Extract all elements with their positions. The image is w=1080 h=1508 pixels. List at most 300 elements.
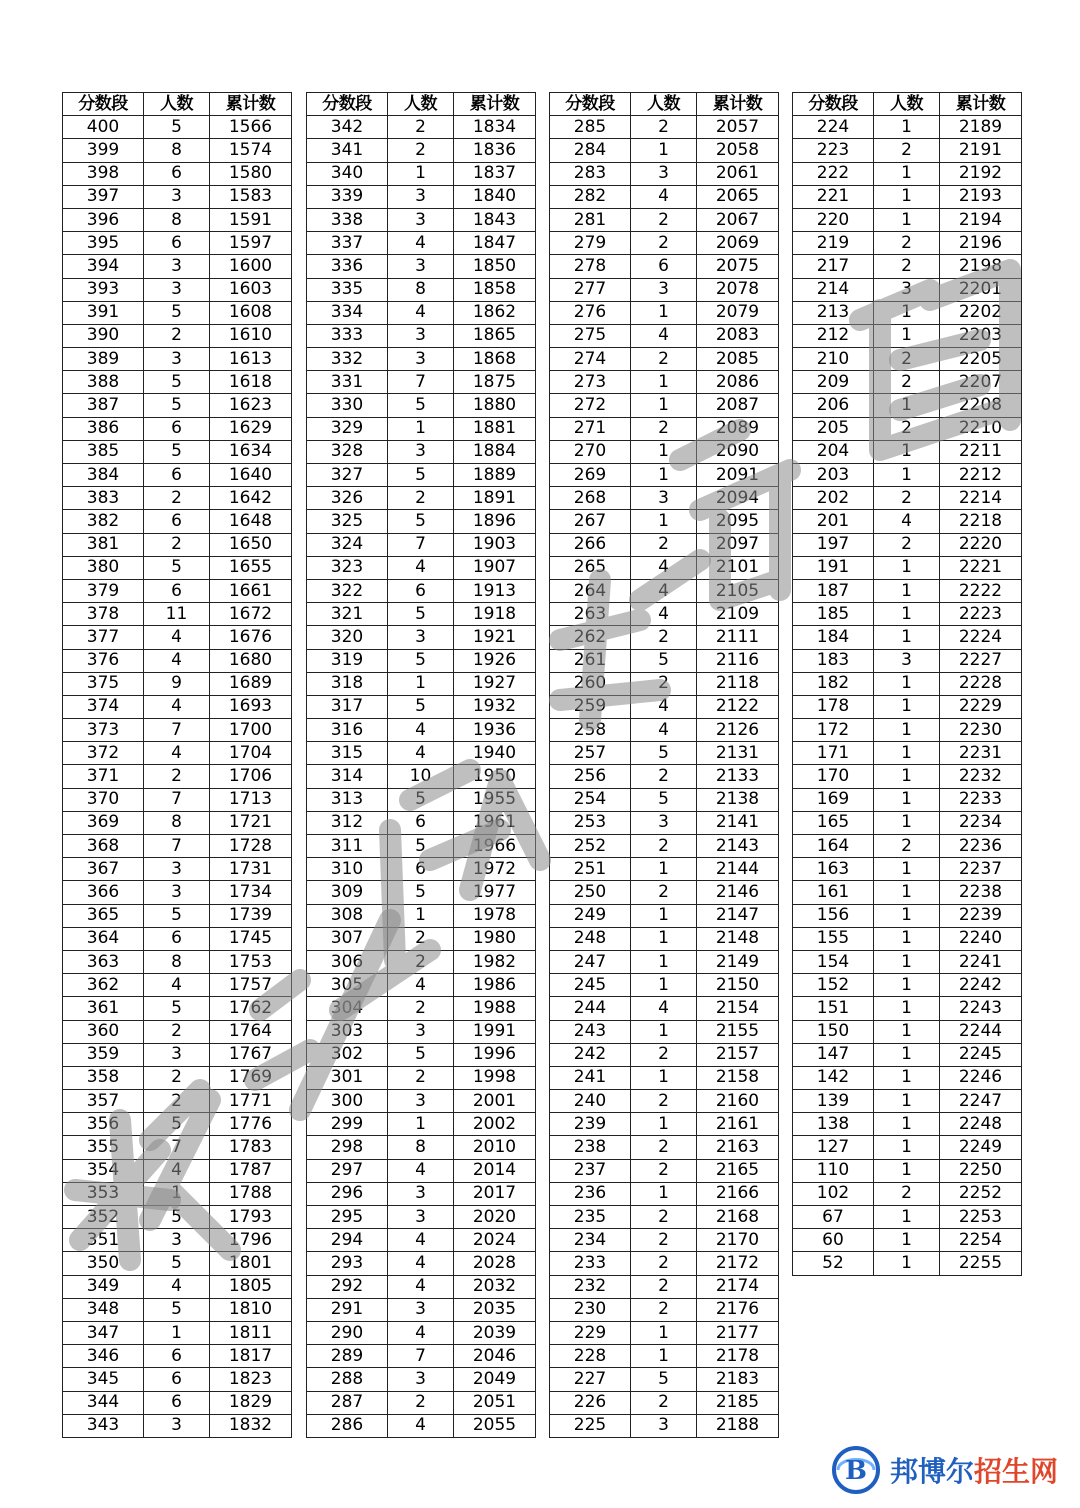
- count-cell: 5: [144, 394, 210, 417]
- table-row: [307, 672, 536, 695]
- count-cell: 1: [631, 1113, 697, 1136]
- score-cell: 249: [550, 904, 631, 927]
- table-row: [550, 1321, 779, 1344]
- table-row: [63, 950, 292, 973]
- count-cell: 3: [388, 185, 454, 208]
- cumulative-cell: 2221: [940, 556, 1022, 579]
- cumulative-cell: 2207: [940, 371, 1022, 394]
- score-cell: 347: [63, 1321, 144, 1344]
- count-cell: 1: [874, 927, 940, 950]
- score-cell: 293: [307, 1252, 388, 1275]
- cumulative-cell: 2089: [697, 417, 779, 440]
- count-cell: 1: [874, 997, 940, 1020]
- count-cell: 5: [388, 881, 454, 904]
- count-cell: 3: [388, 1368, 454, 1391]
- cumulative-cell: 1927: [454, 672, 536, 695]
- table-row: [793, 1206, 1022, 1229]
- table-row: [550, 208, 779, 231]
- table-row: [63, 301, 292, 324]
- table-row: [793, 510, 1022, 533]
- score-cell: 156: [793, 904, 874, 927]
- count-cell: 6: [144, 232, 210, 255]
- table-row: [793, 835, 1022, 858]
- header-count: 人数: [144, 93, 210, 116]
- score-cell: 232: [550, 1275, 631, 1298]
- table-row: [307, 139, 536, 162]
- score-cell: 359: [63, 1043, 144, 1066]
- table-row: [63, 394, 292, 417]
- count-cell: 4: [631, 185, 697, 208]
- score-cell: 321: [307, 603, 388, 626]
- table-row: [550, 139, 779, 162]
- score-cell: 378: [63, 603, 144, 626]
- cumulative-cell: 1650: [210, 533, 292, 556]
- score-cell: 313: [307, 788, 388, 811]
- cumulative-cell: 1574: [210, 139, 292, 162]
- count-cell: 4: [388, 301, 454, 324]
- cumulative-cell: 1875: [454, 371, 536, 394]
- cumulative-cell: 2242: [940, 974, 1022, 997]
- cumulative-cell: 2224: [940, 626, 1022, 649]
- cumulative-cell: 1661: [210, 579, 292, 602]
- score-cell: 213: [793, 301, 874, 324]
- table-row: [793, 881, 1022, 904]
- cumulative-cell: 1950: [454, 765, 536, 788]
- score-cell: 324: [307, 533, 388, 556]
- cumulative-cell: 1880: [454, 394, 536, 417]
- score-cell: 251: [550, 858, 631, 881]
- cumulative-cell: 2138: [697, 788, 779, 811]
- table-row: [550, 1345, 779, 1368]
- score-cell: 349: [63, 1275, 144, 1298]
- count-cell: 1: [874, 556, 940, 579]
- score-cell: 210: [793, 348, 874, 371]
- count-cell: 1: [631, 301, 697, 324]
- table-row: [307, 1229, 536, 1252]
- score-cell: 191: [793, 556, 874, 579]
- score-cell: 389: [63, 348, 144, 371]
- cumulative-cell: 2191: [940, 139, 1022, 162]
- score-cell: 214: [793, 278, 874, 301]
- cumulative-cell: 1610: [210, 324, 292, 347]
- score-cell: 327: [307, 464, 388, 487]
- score-cell: 370: [63, 788, 144, 811]
- count-cell: 5: [144, 1113, 210, 1136]
- table-row: [307, 950, 536, 973]
- count-cell: 1: [874, 626, 940, 649]
- table-row: [550, 1182, 779, 1205]
- count-cell: 4: [874, 510, 940, 533]
- count-cell: 8: [388, 278, 454, 301]
- score-cell: 315: [307, 742, 388, 765]
- score-cell: 398: [63, 162, 144, 185]
- count-cell: 1: [631, 139, 697, 162]
- table-row: [550, 997, 779, 1020]
- score-cell: 330: [307, 394, 388, 417]
- count-cell: 1: [874, 1043, 940, 1066]
- cumulative-cell: 1745: [210, 927, 292, 950]
- cumulative-cell: 1700: [210, 719, 292, 742]
- cumulative-cell: 1618: [210, 371, 292, 394]
- cumulative-cell: 2118: [697, 672, 779, 695]
- score-cell: 223: [793, 139, 874, 162]
- header-cumulative: 累计数: [940, 93, 1022, 116]
- score-cell: 242: [550, 1043, 631, 1066]
- table-row: [793, 487, 1022, 510]
- score-table-2: [306, 92, 536, 1438]
- count-cell: 3: [144, 1043, 210, 1066]
- table-row: [307, 858, 536, 881]
- count-cell: 2: [631, 116, 697, 139]
- score-cell: 52: [793, 1252, 874, 1275]
- table-row: [63, 232, 292, 255]
- cumulative-cell: 1796: [210, 1229, 292, 1252]
- table-row: [63, 927, 292, 950]
- header-score-range: 分数段: [307, 93, 388, 116]
- cumulative-cell: 1757: [210, 974, 292, 997]
- cumulative-cell: 2055: [454, 1414, 536, 1437]
- score-table-3: [549, 92, 779, 1438]
- count-cell: 1: [631, 440, 697, 463]
- cumulative-cell: 1896: [454, 510, 536, 533]
- count-cell: 2: [631, 1229, 697, 1252]
- score-cell: 155: [793, 927, 874, 950]
- count-cell: 5: [144, 997, 210, 1020]
- table-row: [550, 417, 779, 440]
- cumulative-cell: 2183: [697, 1368, 779, 1391]
- cumulative-cell: 1986: [454, 974, 536, 997]
- score-cell: 289: [307, 1345, 388, 1368]
- cumulative-cell: 1955: [454, 788, 536, 811]
- score-cell: 345: [63, 1368, 144, 1391]
- header-count: 人数: [874, 93, 940, 116]
- count-cell: 1: [874, 811, 940, 834]
- count-cell: 5: [388, 603, 454, 626]
- table-row: [307, 232, 536, 255]
- score-cell: 272: [550, 394, 631, 417]
- table-row: [307, 324, 536, 347]
- table-row: [63, 881, 292, 904]
- cumulative-cell: 2039: [454, 1321, 536, 1344]
- cumulative-cell: 2083: [697, 324, 779, 347]
- count-cell: 7: [388, 1345, 454, 1368]
- cumulative-cell: 2109: [697, 603, 779, 626]
- cumulative-cell: 2176: [697, 1298, 779, 1321]
- cumulative-cell: 2097: [697, 533, 779, 556]
- score-cell: 233: [550, 1252, 631, 1275]
- count-cell: 5: [631, 742, 697, 765]
- table-row: [307, 1275, 536, 1298]
- table-row: [550, 1136, 779, 1159]
- cumulative-cell: 1769: [210, 1066, 292, 1089]
- table-row: [307, 1206, 536, 1229]
- table-row: [550, 487, 779, 510]
- cumulative-cell: 1634: [210, 440, 292, 463]
- table-row: [63, 997, 292, 1020]
- count-cell: 4: [388, 232, 454, 255]
- score-cell: 205: [793, 417, 874, 440]
- cumulative-cell: 2222: [940, 579, 1022, 602]
- count-cell: 1: [631, 974, 697, 997]
- score-cell: 307: [307, 927, 388, 950]
- table-header-row: [550, 93, 779, 116]
- count-cell: 4: [388, 1252, 454, 1275]
- count-cell: 6: [144, 162, 210, 185]
- score-cell: 379: [63, 579, 144, 602]
- count-cell: 5: [388, 464, 454, 487]
- score-cell: 187: [793, 579, 874, 602]
- table-row: [63, 440, 292, 463]
- table-row: [307, 417, 536, 440]
- logo-text: [890, 1450, 1058, 1490]
- table-row: [307, 997, 536, 1020]
- count-cell: 1: [874, 162, 940, 185]
- cumulative-cell: 1865: [454, 324, 536, 347]
- table-row: [550, 1020, 779, 1043]
- score-cell: 371: [63, 765, 144, 788]
- count-cell: 10: [388, 765, 454, 788]
- table-row: [550, 603, 779, 626]
- cumulative-cell: 1996: [454, 1043, 536, 1066]
- table-row: [63, 487, 292, 510]
- table-row: [793, 765, 1022, 788]
- count-cell: 1: [631, 1345, 697, 1368]
- table-row: [793, 162, 1022, 185]
- cumulative-cell: 2232: [940, 765, 1022, 788]
- table-row: [63, 1113, 292, 1136]
- score-cell: 397: [63, 185, 144, 208]
- cumulative-cell: 2227: [940, 649, 1022, 672]
- score-cell: 323: [307, 556, 388, 579]
- cumulative-cell: 1566: [210, 116, 292, 139]
- cumulative-cell: 2230: [940, 719, 1022, 742]
- table-row: [793, 116, 1022, 139]
- score-cell: 400: [63, 116, 144, 139]
- count-cell: 1: [874, 1229, 940, 1252]
- table-row: [550, 371, 779, 394]
- cumulative-cell: 1623: [210, 394, 292, 417]
- score-cell: 171: [793, 742, 874, 765]
- count-cell: 3: [388, 1182, 454, 1205]
- count-cell: 6: [144, 1345, 210, 1368]
- count-cell: 3: [144, 348, 210, 371]
- count-cell: 5: [144, 116, 210, 139]
- table-row: [793, 997, 1022, 1020]
- table-row: [550, 510, 779, 533]
- score-cell: 203: [793, 464, 874, 487]
- cumulative-cell: 2233: [940, 788, 1022, 811]
- score-cell: 258: [550, 719, 631, 742]
- count-cell: 4: [144, 974, 210, 997]
- cumulative-cell: 1713: [210, 788, 292, 811]
- count-cell: 3: [144, 1414, 210, 1437]
- count-cell: 2: [388, 927, 454, 950]
- cumulative-cell: 1907: [454, 556, 536, 579]
- cumulative-cell: 2211: [940, 440, 1022, 463]
- count-cell: 2: [631, 1275, 697, 1298]
- cumulative-cell: 2247: [940, 1090, 1022, 1113]
- count-cell: 2: [631, 881, 697, 904]
- cumulative-cell: 1926: [454, 649, 536, 672]
- table-row: [550, 695, 779, 718]
- count-cell: 5: [388, 510, 454, 533]
- table-row: [793, 603, 1022, 626]
- table-row: [550, 1159, 779, 1182]
- table-row: [63, 626, 292, 649]
- table-row: [307, 1113, 536, 1136]
- table-row: [63, 811, 292, 834]
- table-row: [307, 1391, 536, 1414]
- table-row: [550, 162, 779, 185]
- cumulative-cell: 1913: [454, 579, 536, 602]
- count-cell: 1: [874, 464, 940, 487]
- cumulative-cell: 2188: [697, 1414, 779, 1437]
- score-cell: 366: [63, 881, 144, 904]
- table-row: [63, 255, 292, 278]
- count-cell: 2: [874, 139, 940, 162]
- score-cell: 263: [550, 603, 631, 626]
- cumulative-cell: 2212: [940, 464, 1022, 487]
- count-cell: 2: [144, 765, 210, 788]
- table-header-row: [793, 93, 1022, 116]
- table-row: [793, 858, 1022, 881]
- cumulative-cell: 2061: [697, 162, 779, 185]
- score-cell: 335: [307, 278, 388, 301]
- score-cell: 311: [307, 835, 388, 858]
- score-cell: 341: [307, 139, 388, 162]
- count-cell: 4: [631, 719, 697, 742]
- table-row: [550, 1368, 779, 1391]
- table-row: [307, 974, 536, 997]
- cumulative-cell: 1655: [210, 556, 292, 579]
- table-row: [307, 1368, 536, 1391]
- count-cell: 4: [144, 1275, 210, 1298]
- count-cell: 3: [388, 324, 454, 347]
- table-row: [550, 579, 779, 602]
- score-cell: 384: [63, 464, 144, 487]
- table-row: [793, 672, 1022, 695]
- score-cell: 351: [63, 1229, 144, 1252]
- count-cell: 7: [144, 788, 210, 811]
- count-cell: 1: [631, 904, 697, 927]
- table-row: [793, 556, 1022, 579]
- table-row: [793, 255, 1022, 278]
- score-cell: 163: [793, 858, 874, 881]
- table-row: [793, 1066, 1022, 1089]
- score-cell: 391: [63, 301, 144, 324]
- table-row: [63, 139, 292, 162]
- cumulative-cell: 2177: [697, 1321, 779, 1344]
- score-cell: 60: [793, 1229, 874, 1252]
- score-cell: 342: [307, 116, 388, 139]
- count-cell: 5: [388, 1043, 454, 1066]
- score-cell: 288: [307, 1368, 388, 1391]
- cumulative-cell: 2170: [697, 1229, 779, 1252]
- score-cell: 386: [63, 417, 144, 440]
- count-cell: 2: [388, 487, 454, 510]
- count-cell: 1: [874, 394, 940, 417]
- table-row: [550, 1113, 779, 1136]
- score-cell: 305: [307, 974, 388, 997]
- cumulative-cell: 2067: [697, 208, 779, 231]
- score-cell: 394: [63, 255, 144, 278]
- score-cell: 303: [307, 1020, 388, 1043]
- cumulative-cell: 2014: [454, 1159, 536, 1182]
- score-cell: 302: [307, 1043, 388, 1066]
- header-cumulative: 累计数: [697, 93, 779, 116]
- table-row: [793, 719, 1022, 742]
- cumulative-cell: 2220: [940, 533, 1022, 556]
- cumulative-cell: 1891: [454, 487, 536, 510]
- score-cell: 165: [793, 811, 874, 834]
- cumulative-cell: 1600: [210, 255, 292, 278]
- cumulative-cell: 2086: [697, 371, 779, 394]
- cumulative-cell: 2228: [940, 672, 1022, 695]
- score-cell: 333: [307, 324, 388, 347]
- table-row: [793, 1182, 1022, 1205]
- count-cell: 2: [144, 1090, 210, 1113]
- cumulative-cell: 2133: [697, 765, 779, 788]
- score-cell: 278: [550, 255, 631, 278]
- cumulative-cell: 1771: [210, 1090, 292, 1113]
- score-table-4: [792, 92, 1022, 1276]
- count-cell: 4: [144, 1159, 210, 1182]
- cumulative-cell: 2079: [697, 301, 779, 324]
- score-cell: 161: [793, 881, 874, 904]
- table-row: [550, 255, 779, 278]
- table-row: [550, 1391, 779, 1414]
- count-cell: 3: [388, 1020, 454, 1043]
- table-row: [793, 927, 1022, 950]
- score-cell: 229: [550, 1321, 631, 1344]
- table-row: [307, 394, 536, 417]
- count-cell: 7: [144, 719, 210, 742]
- cumulative-cell: 2149: [697, 950, 779, 973]
- score-cell: 241: [550, 1066, 631, 1089]
- count-cell: 7: [144, 1136, 210, 1159]
- cumulative-cell: 2046: [454, 1345, 536, 1368]
- count-cell: 5: [144, 556, 210, 579]
- cumulative-cell: 1608: [210, 301, 292, 324]
- score-cell: 312: [307, 811, 388, 834]
- table-row: [63, 1414, 292, 1437]
- footer-logo[interactable]: [830, 1442, 1070, 1498]
- table-row: [63, 1298, 292, 1321]
- score-cell: 382: [63, 510, 144, 533]
- cumulative-cell: 1961: [454, 811, 536, 834]
- score-cell: 356: [63, 1113, 144, 1136]
- score-cell: 209: [793, 371, 874, 394]
- table-row: [63, 533, 292, 556]
- score-cell: 344: [63, 1391, 144, 1414]
- count-cell: 4: [631, 556, 697, 579]
- score-cell: 396: [63, 208, 144, 231]
- cumulative-cell: 2001: [454, 1090, 536, 1113]
- count-cell: 5: [144, 904, 210, 927]
- cumulative-cell: 1728: [210, 835, 292, 858]
- score-cell: 206: [793, 394, 874, 417]
- score-cell: 336: [307, 255, 388, 278]
- cumulative-cell: 2101: [697, 556, 779, 579]
- table-row: [307, 487, 536, 510]
- score-cell: 362: [63, 974, 144, 997]
- count-cell: 1: [874, 1159, 940, 1182]
- count-cell: 2: [631, 417, 697, 440]
- cumulative-cell: 1991: [454, 1020, 536, 1043]
- score-cell: 329: [307, 417, 388, 440]
- score-cell: 319: [307, 649, 388, 672]
- table-row: [550, 116, 779, 139]
